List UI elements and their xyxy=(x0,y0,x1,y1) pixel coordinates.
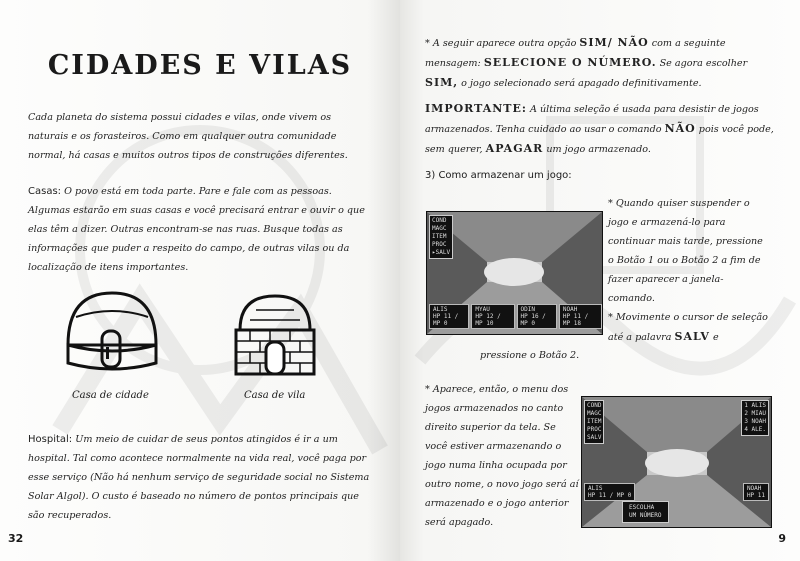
menu-item-salv: ▸SALV xyxy=(432,249,451,256)
important-highlight-nao: NÃO xyxy=(664,122,696,135)
confirm-text-c: Se agora escolher xyxy=(659,58,748,69)
confirm-highlight-sim-nao: SIM/ NÃO xyxy=(579,36,649,49)
party-member: ALIS HP 11 / MP 0 xyxy=(584,483,635,501)
page-number-left: 32 xyxy=(8,532,24,545)
party-status-bar xyxy=(429,304,602,329)
party-member: ODIN HP 16 / MP 0 xyxy=(517,304,557,329)
confirm-text-d: o jogo selecionado será apagado definitivamente. xyxy=(461,78,702,89)
command-menu xyxy=(429,215,453,259)
important-text-a: A última seleção é usada para desistir de jogos armazenados. Tenha cuidado ao usar o comando xyxy=(425,104,759,135)
confirm-highlight-selecione: SELECIONE O NÚMERO. xyxy=(483,56,657,69)
step3-paragraph: * Aparece, então, o menu dos jogos armazenados no canto direito superior da tela. Se você estiver armazenando o jogo numa linha ocupada por outro nome, o novo jogo será aí armazenado e o jogo anterior será apagado. xyxy=(425,384,579,528)
menu-item-proc: PROC xyxy=(432,241,447,248)
menu-item-magc: MAGC xyxy=(432,225,447,232)
right-page xyxy=(400,0,800,561)
menu-item-salv: SALV xyxy=(587,434,602,441)
command-menu xyxy=(584,400,604,444)
step2-end: pressione o Botão 2. xyxy=(480,350,580,361)
step2-highlight-salv: SALV xyxy=(674,330,710,343)
page-title: CIDADES E VILAS xyxy=(47,50,353,81)
menu-item-magc: MAGC xyxy=(587,410,602,417)
step2-paragraph xyxy=(608,308,768,347)
important-highlight-apagar: APAGAR xyxy=(485,142,544,155)
game-screenshot-command-menu xyxy=(426,211,603,335)
important-label: IMPORTANTE: xyxy=(425,102,527,115)
caption-village-house: Casa de vila xyxy=(244,390,306,401)
game-screenshot-save-menu xyxy=(581,396,772,528)
caption-city-house: Casa de cidade xyxy=(72,390,149,401)
confirm-paragraph xyxy=(425,33,775,93)
menu-item-cond: COND xyxy=(587,402,602,409)
choose-number-prompt xyxy=(622,501,669,523)
casas-text: O povo está em toda parte. Pare e fale com as pessoas. Algumas estarão em suas casas e você precisará entrar e ouvir o que elas têm a dizer. Outras encontram-se nas ruas. Busque todas as informações que puder a respeito do campo, de outras vilas ou da localização de itens importantes. xyxy=(28,186,365,273)
save-slot: 1 ALIS xyxy=(744,402,766,409)
casas-label: Casas: xyxy=(28,186,62,197)
save-slot: 4 ALE. xyxy=(744,426,766,433)
party-member: MYAU HP 12 / MP 10 xyxy=(471,304,514,329)
important-text-b: pois você pode, sem querer, xyxy=(425,124,774,155)
save-slot: 3 NOAH xyxy=(744,418,766,425)
confirm-text-a: * A seguir aparece outra opção xyxy=(425,38,577,49)
page-number-right: 9 xyxy=(778,532,786,545)
confirm-text-b: com a seguinte mensagem: xyxy=(425,38,726,69)
casas-paragraph xyxy=(28,182,368,277)
step2-text-a: * Movimente o cursor de seleção até a palavra xyxy=(608,312,768,343)
menu-item-cond: COND xyxy=(432,217,447,224)
step2-text-b: e xyxy=(713,332,719,343)
party-member: ALIS HP 11 / MP 0 xyxy=(429,304,469,329)
important-paragraph xyxy=(425,99,777,159)
hospital-text: Um meio de cuidar de seus pontos atingidos é ir a um hospital. Tal como acontece normalmente na vida real, você paga por esse serviço (Não há nenhum serviço de seguridade social no Sistema Solar Algol). O custo é baseado no número de pontos principais que são recuperados. xyxy=(28,434,370,521)
hospital-label: Hospital: xyxy=(28,434,73,445)
city-house-illustration xyxy=(62,285,162,375)
village-house-illustration xyxy=(230,290,320,380)
menu-item-item: ITEM xyxy=(432,233,447,240)
prompt-line: ESCOLHA xyxy=(629,504,655,511)
menu-item-item: ITEM xyxy=(587,418,602,425)
intro-paragraph: Cada planeta do sistema possui cidades e vilas, onde vivem os naturais e os forasteiros. Como em qualquer outra comunidade normal, há casas e muitos outros tipos de construções diferentes. xyxy=(28,112,348,161)
hospital-paragraph xyxy=(28,430,373,525)
party-member: NOAH HP 11 xyxy=(743,483,769,501)
save-slot: 2 MIAU xyxy=(744,410,766,417)
important-text-c: um jogo armazenado. xyxy=(546,144,651,155)
party-member: NOAH HP 11 / MP 18 xyxy=(559,304,602,329)
confirm-highlight-sim: SIM, xyxy=(425,76,459,89)
prompt-line: UM NÚMERO xyxy=(629,512,662,519)
menu-item-proc: PROC xyxy=(587,426,602,433)
saved-games-menu xyxy=(741,400,769,436)
step1-paragraph: * Quando quiser suspender o jogo e armazená-lo para continuar mais tarde, pressione o Botão 1 ou o Botão 2 a fim de fazer aparecer a janela-comando. xyxy=(608,198,763,304)
section-heading-store-game: 3) Como armazenar um jogo: xyxy=(425,170,572,181)
